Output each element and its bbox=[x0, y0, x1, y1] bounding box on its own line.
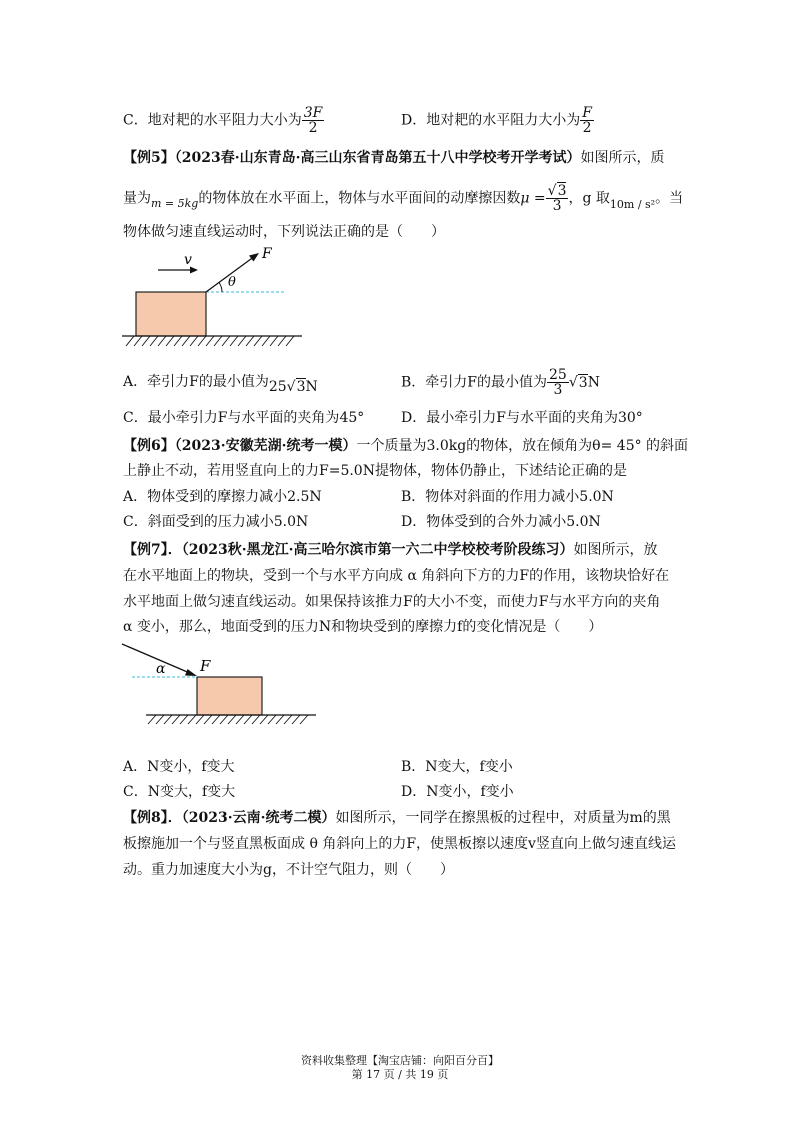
option-d-top: D．地对耙的水平阻力大小为 $\frac{F}{2}$ bbox=[401, 105, 592, 136]
ex8-line3: 动。重力加速度大小为g，不计空气阻力，则（ ） bbox=[123, 862, 454, 878]
ex5-line1: 【例5】（2023春·山东青岛·高三山东省青岛第五十八中学校考开学考试）如图所示，质 bbox=[123, 150, 665, 166]
ex8-source: （2023·云南·统考二模） bbox=[181, 810, 336, 826]
ex5-figure bbox=[122, 246, 302, 356]
alpha-label: α bbox=[156, 661, 166, 677]
ex6-tag: 【例6】 bbox=[123, 438, 175, 454]
ex5-source: （2023春·山东青岛·高三山东省青岛第五十八中学校考开学考试） bbox=[174, 150, 581, 166]
ex7-figure bbox=[120, 640, 320, 730]
ex7-option-c: C．N变大，f变大 bbox=[123, 784, 236, 800]
force-arrowhead bbox=[185, 669, 197, 676]
ex6-option-c: C．斜面受到的压力减小5.0N bbox=[123, 514, 309, 530]
block bbox=[136, 292, 206, 336]
ex7-option-a: A．N变小，f变大 bbox=[123, 759, 235, 775]
ex7-source: （2023秋·黑龙江·高三哈尔滨市第一六二中学校校考阶段练习） bbox=[181, 542, 574, 558]
block bbox=[197, 677, 262, 715]
fraction: $\frac{√3}{3}$ bbox=[547, 183, 567, 214]
ex6-line1: 【例6】（2023·安徽芜湖·统考一模）一个质量为3.0kg的物体，放在倾角为θ= 45° 的斜面 bbox=[123, 438, 689, 454]
ex7-option-d: D．N变小，f变小 bbox=[401, 784, 514, 800]
footer-page-number: 第 17 页 / 共 19 页 bbox=[351, 1068, 449, 1081]
ground-hatching bbox=[126, 336, 294, 346]
ex7-line1: 【例7】．（2023秋·黑龙江·高三哈尔滨市第一六二中学校校考阶段练习）如图所示，放 bbox=[123, 542, 658, 558]
ex6-option-d: D．物体受到的合外力减小5.0N bbox=[401, 514, 601, 530]
ex5-line2: 量为$_{m = 5kg}$的物体放在水平面上，物体与水平面间的动摩擦因数μ = $\frac{√3}{3}$ ，g 取$_{10m / s^2}$。当 bbox=[123, 183, 684, 214]
ex6-option-a: A．物体受到的摩擦力减小2.5N bbox=[123, 489, 322, 505]
ex7-line2: 在水平地面上的物块，受到一个与水平方向成 α 角斜向下方的力F的作用，该物块恰好在 bbox=[123, 568, 670, 584]
ex6-option-b: B．物体对斜面的作用力减小5.0N bbox=[401, 489, 614, 505]
fraction: $\frac{F}{2}$ bbox=[582, 105, 592, 136]
ex6-source: （2023·安徽芜湖·统考一模） bbox=[174, 438, 357, 454]
ex7-tag: 【例7】． bbox=[123, 542, 182, 558]
footer-source: 资料收集整理【淘宝店铺：向阳百分百】 bbox=[301, 1054, 499, 1067]
option-c-top: C．地对耙的水平阻力大小为 $\frac{3F}{2}$ bbox=[123, 105, 323, 136]
force-label: F bbox=[200, 657, 211, 675]
angle-arc bbox=[219, 283, 222, 293]
ex5-tag: 【例5】 bbox=[123, 150, 175, 166]
ex8-line1: 【例8】．（2023·云南·统考二模）如图所示，一同学在擦黑板的过程中，对质量为m的黑 bbox=[123, 810, 671, 826]
ex5-option-c: C．最小牵引力F与水平面的夹角为45° bbox=[123, 410, 365, 426]
ex5-line3: 物体做匀速直线运动时，下列说法正确的是（ ） bbox=[123, 224, 445, 240]
ex5-option-b: B．牵引力F的最小值为 $\frac{25}{3}$ √3N bbox=[401, 367, 600, 398]
force-arrowhead bbox=[249, 253, 259, 262]
fraction: $\frac{3F}{2}$ bbox=[303, 105, 323, 136]
ex7-option-b: B．N变大，f变小 bbox=[401, 759, 513, 775]
force-label: F bbox=[262, 246, 272, 262]
ground-hatching bbox=[148, 715, 308, 724]
fraction: $\frac{25}{3}$ bbox=[549, 367, 567, 398]
ex5-option-d: D．最小牵引力F与水平面的夹角为30° bbox=[401, 410, 643, 426]
ex8-line2: 板擦施加一个与竖直黑板面成 θ 角斜向上的力F，使黑板擦以速度v竖直向上做匀速直线运 bbox=[123, 836, 676, 852]
theta-label: θ bbox=[228, 275, 236, 290]
ex7-line3: 水平地面上做匀速直线运动。如果保持该推力F的大小不变，而使力F与水平方向的夹角 bbox=[123, 594, 661, 610]
ex8-tag: 【例8】． bbox=[123, 810, 182, 826]
ex6-line2: 上静止不动，若用竖直向上的力F=5.0N提物体，物体仍静止，下述结论正确的是 bbox=[123, 463, 627, 479]
velocity-label: v bbox=[184, 252, 192, 268]
ex5-option-a: A．牵引力F的最小值为25√3N bbox=[123, 374, 318, 395]
ex7-line4: α 变小，那么，地面受到的压力N和物块受到的摩擦力f的变化情况是（ ） bbox=[123, 619, 603, 635]
